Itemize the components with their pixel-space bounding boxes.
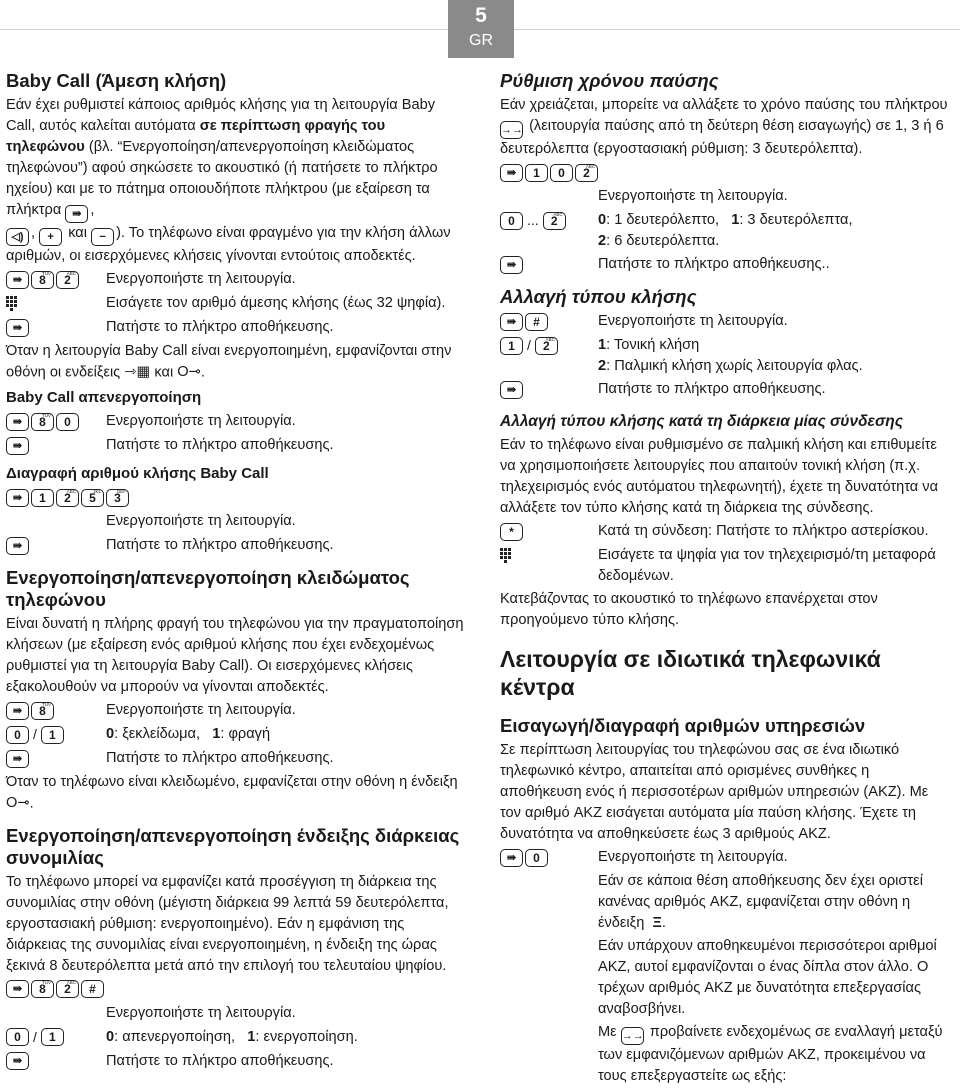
dial-type-step-options: 1 / ABC 2 1: Τονική κλήση 2: Παλμική κλήση χωρίς λειτουργία φλας.	[500, 335, 950, 377]
baby-call-display-icon: ⇾▦	[124, 364, 151, 380]
key-1: 1	[525, 164, 548, 182]
left-column	[6, 70, 466, 1075]
dial-during-after: Κατεβάζοντας το ακουστικό το τηλέφωνο επανέρχεται στον προηγούμενο τύπο κλήσης.	[500, 591, 878, 628]
key-0: 0	[6, 726, 29, 744]
key-8: TUV 8	[31, 413, 54, 431]
pbx-title: Λειτουργία σε ιδιωτικά τηλεφωνικά κέντρα	[500, 646, 881, 700]
language-code: GR	[469, 32, 493, 49]
baby-call-title: Baby Call (Άμεση κλήση)	[6, 70, 227, 91]
dial-during-step-star: * Κατά τη σύνδεση: Πατήστε το πλήκτρο αστερίσκου.	[500, 521, 950, 543]
duration-step-activate: Ενεργοποιήστε τη λειτουργία.	[106, 1004, 296, 1021]
program-key-icon: ⇛	[500, 313, 523, 331]
key-1: 1	[41, 726, 64, 744]
baby-call-step-enter: Εισάγετε τον αριθμό άμεσης κλήσης (έως 32 ψηφία).	[6, 293, 466, 315]
duration-step-choice: 0 / 1 0: απενεργοποίηση, 1: ενεργοποίηση.	[6, 1027, 466, 1049]
keypad-icon	[500, 548, 512, 563]
minus-key-icon: −	[91, 228, 114, 246]
pbx-subtitle: Εισαγωγή/διαγραφή αριθμών υπηρεσιών	[500, 715, 866, 736]
lock-display-icon: O⊸	[6, 795, 30, 812]
key-2: ABC 2	[56, 489, 79, 507]
baby-call-step-save: ⇛ Πατήστε το πλήκτρο αποθήκευσης.	[6, 317, 466, 339]
delete-title: Διαγραφή αριθμού κλήσης Baby Call	[6, 465, 269, 483]
deactivate-step-save: ⇛ Πατήστε το πλήκτρο αποθήκευσης.	[6, 435, 466, 457]
key-0: 0	[550, 164, 573, 182]
program-key-icon: ⇛	[6, 1052, 29, 1070]
plus-key-icon: +	[39, 228, 62, 246]
delete-step-activate: Ενεργοποιήστε τη λειτουργία.	[106, 513, 296, 530]
key-2: ABC 2	[56, 271, 79, 289]
program-key-icon: ⇛	[6, 750, 29, 768]
key-0: 0	[525, 849, 548, 867]
program-key-icon: ⇛	[6, 980, 29, 998]
lock-step-save: ⇛ Πατήστε το πλήκτρο αποθήκευσης.	[6, 748, 466, 770]
duration-title: Ενεργοποίηση/απενεργοποίηση ένδειξης διάρκειας συνομιλίας	[6, 824, 460, 868]
pause-body: Εάν χρειάζεται, μπορείτε να αλλάξετε το χρόνο παύσης του πλήκτρου →→ (λειτουργία παύσης από τη δεύτερη θέση εισαγωγής) σε 1, 3 ή 6 δευτερόλεπτα (εργοστασιακή ρύθμιση: 3 δευτερόλεπτα).	[500, 97, 948, 157]
program-key-icon: ⇛	[6, 537, 29, 555]
program-key-icon: ⇛	[6, 413, 29, 431]
dial-type-step-save: ⇛ Πατήστε το πλήκτρο αποθήκευσης.	[500, 379, 950, 401]
pbx-note-3: Με →→ προβαίνετε ενδεχομένως σε εναλλαγή μεταξύ των εμφανιζόμενων αριθμών AKZ, προκειμένου να τους επεξεργαστείτε ως εξής:	[598, 1024, 943, 1084]
duration-step-save: ⇛ Πατήστε το πλήκτρο αποθήκευσης.	[6, 1051, 466, 1073]
program-key-icon: ⇛	[6, 319, 29, 337]
delete-keys	[6, 487, 466, 509]
lock-note: Όταν το τηλέφωνο είναι κλειδωμένο, εμφανίζεται στην οθόνη η ένδειξη O⊸.	[6, 772, 466, 814]
dial-during-step-digits: Εισάγετε τα ψηφία για τον τηλεχειρισμό/τη μεταφορά δεδομένων.	[500, 545, 950, 587]
program-key-icon: ⇛	[65, 205, 88, 223]
key-8: TUV 8	[31, 702, 54, 720]
lock-step-activate: ⇛ TUV 8 Ενεργοποιήστε τη λειτουργία.	[6, 700, 466, 722]
dial-during-body: Εάν το τηλέφωνο είναι ρυθμισμένο σε παλμική κλήση και επιθυμείτε να χρησιμοποιήσετε λειτουργίες που απαιτούν τονική κλήση (π.χ. τηλεχειρισμός ενός αυτόματου τηλεφωνητή), έχετε τη δυνατότητα να αλλάξετε τον τύπο κλήσης κατά τη διάρκεια της σύνδεσης.	[500, 437, 939, 516]
key-2: ABC 2	[575, 164, 598, 182]
key-0: 0	[500, 212, 523, 230]
pause-keys	[500, 162, 950, 184]
program-key-icon: ⇛	[6, 271, 29, 289]
pause-key-icon: →→	[500, 121, 523, 139]
deactivate-title: Baby Call απενεργοποίηση	[6, 389, 202, 407]
dial-type-step-activate: ⇛ # Ενεργοποιήστε τη λειτουργία.	[500, 311, 950, 333]
key-0: 0	[56, 413, 79, 431]
lock-display-icon: O⊸	[177, 364, 201, 380]
key-0: 0	[6, 1028, 29, 1046]
key-1: 1	[31, 489, 54, 507]
key-5: JKL 5	[81, 489, 104, 507]
pause-step-activate: Ενεργοποιήστε τη λειτουργία.	[598, 188, 788, 204]
lock-step-choice: 0 / 1 0: ξεκλείδωμα, 1: φραγή	[6, 724, 466, 746]
key-1: 1	[500, 337, 523, 355]
duration-body: Το τηλέφωνο μπορεί να εμφανίζει κατά προσέγγιση τη διάρκεια της συνομιλίας στην οθόνη (μέγιστη διάρκεια 99 λεπτά 59 δευτερόλεπτα, εργοστασιακή ρύθμιση: ενεργοποιημένο). Εάν η εμφάνιση της διάρκειας της συνομιλίας είναι ενεργοποιημένη, η ένδειξη της ώρας ξεκινά 8 δευτερόλεπτα μετά από την επιλογή του τελευταίου ψηφίου.	[6, 873, 449, 974]
deactivate-step-activate: ⇛ TUV 8 0 Ενεργοποιήστε τη λειτουργία.	[6, 411, 466, 433]
hash-key: #	[525, 313, 548, 331]
star-key: *	[500, 523, 523, 541]
program-key-icon: ⇛	[500, 849, 523, 867]
key-2: ABC 2	[535, 337, 558, 355]
pause-title: Ρύθμιση χρόνου παύσης	[500, 70, 719, 91]
keypad-icon	[6, 296, 18, 311]
key-8: TUV 8	[31, 980, 54, 998]
program-key-icon: ⇛	[6, 702, 29, 720]
key-2: ABC 2	[543, 212, 566, 230]
dial-during-title: Αλλαγή τύπου κλήσης κατά τη διάρκεια μίας σύνδεσης	[500, 413, 903, 430]
program-key-icon: ⇛	[6, 437, 29, 455]
pause-step-save: ⇛ Πατήστε το πλήκτρο αποθήκευσης..	[500, 254, 950, 276]
key-8: TUV 8	[31, 271, 54, 289]
key-2: ABC 2	[56, 980, 79, 998]
program-key-icon: ⇛	[500, 164, 523, 182]
key-1: 1	[41, 1028, 64, 1046]
right-column	[500, 70, 950, 1089]
pbx-note-1: Εάν σε κάποια θέση αποθήκευσης δεν έχει οριστεί κανένας αριθμός AKZ, εμφανίζεται στην οθόνη η ένδειξη Ξ.	[598, 873, 923, 931]
program-key-icon: ⇛	[6, 489, 29, 507]
pause-key-icon: →→	[621, 1027, 644, 1045]
duration-keys	[6, 979, 466, 1001]
baby-call-intro: Εάν έχει ρυθμιστεί κάποιος αριθμός κλήσης για τη λειτουργία Baby Call, αυτός καλείται αυτόματα σε περίπτωση φραγής του τηλεφώνου (βλ. “Ενεργοποίηση/απενεργοποίηση κλειδώματος τηλεφώνου”) αφού σηκώσετε το ακουστικό (ή πατήσετε το πλήκτρο ηχείου) και με το πάτημα οποιουδήποτε πλήκτρου (με εξαίρεση τα πλήκτρα ⇛ , ◁) , + και − ). Το τηλέφωνο είναι φραγμένο για την κλήση άλλων αριθμών, οι εισερχόμενες κλήσεις γίνονται εντούτοις αποδεκτές.	[6, 97, 451, 264]
pbx-note-2: Εάν υπάρχουν αποθηκευμένοι περισσότεροι αριθμοί AKZ, αυτοί εμφανίζονται ο ένας δίπλα στον άλλο. Ο τρέχων αριθμός AKZ με δυνατότητα επεξεργασίας αναβοσβήνει.	[598, 938, 937, 1017]
speaker-key-icon: ◁)	[6, 228, 29, 246]
program-key-icon: ⇛	[500, 381, 523, 399]
page-tab	[448, 0, 514, 58]
pbx-step-activate: ⇛ 0 Ενεργοποιήστε τη λειτουργία.	[500, 847, 950, 869]
page-number: 5	[475, 4, 487, 27]
empty-akz-display-icon: Ξ	[652, 915, 662, 931]
program-key-icon: ⇛	[500, 256, 523, 274]
baby-call-display-note: Όταν η λειτουργία Baby Call είναι ενεργοποιημένη, εμφανίζονται στην οθόνη οι ενδείξεις ⇾▦ και O⊸.	[6, 341, 466, 383]
baby-call-step-activate: ⇛ TUV 8 ABC 2 Ενεργοποιήστε τη λειτουργία.	[6, 269, 466, 291]
delete-step-save: ⇛ Πατήστε το πλήκτρο αποθήκευσης.	[6, 535, 466, 557]
dial-type-title: Αλλαγή τύπου κλήσης	[500, 286, 697, 307]
key-3: DEF 3	[106, 489, 129, 507]
lock-body: Είναι δυνατή η πλήρης φραγή του τηλεφώνου για την πραγματοποίηση κλήσεων (με εξαίρεση ενός αριθμού κλήσης που έχει ενδεχομένως ρυθμιστεί για τη λειτουργία Baby Call). Οι εισερχόμενες κλήσεις εξακολουθούν να μπορούν να γίνονται αποδεκτές.	[6, 616, 464, 696]
pause-step-options: 0 ... ABC 2 0: 1 δευτερόλεπτο, 1: 3 δευτερόλεπτα, 2: 6 δευτερόλεπτα.	[500, 210, 950, 252]
pbx-body: Σε περίπτωση λειτουργίας του τηλεφώνου σας σε ένα ιδιωτικό τηλεφωνικό κέντρο, απαιτείται από ορισμένες συνθήκες η αποθήκευση ενός ή περισσοτέρων αριθμών υπηρεσιών (AKZ). Με τον αριθμό AKZ εισάγεται αυτόματα μία παύση κλήσης. Έχετε τη δυνατότητα να αποθηκεύσετε έως 3 αριθμούς AKZ.	[500, 742, 929, 842]
lock-title: Ενεργοποίηση/απενεργοποίηση κλειδώματος τηλεφώνου	[6, 567, 410, 611]
hash-key: #	[81, 980, 104, 998]
